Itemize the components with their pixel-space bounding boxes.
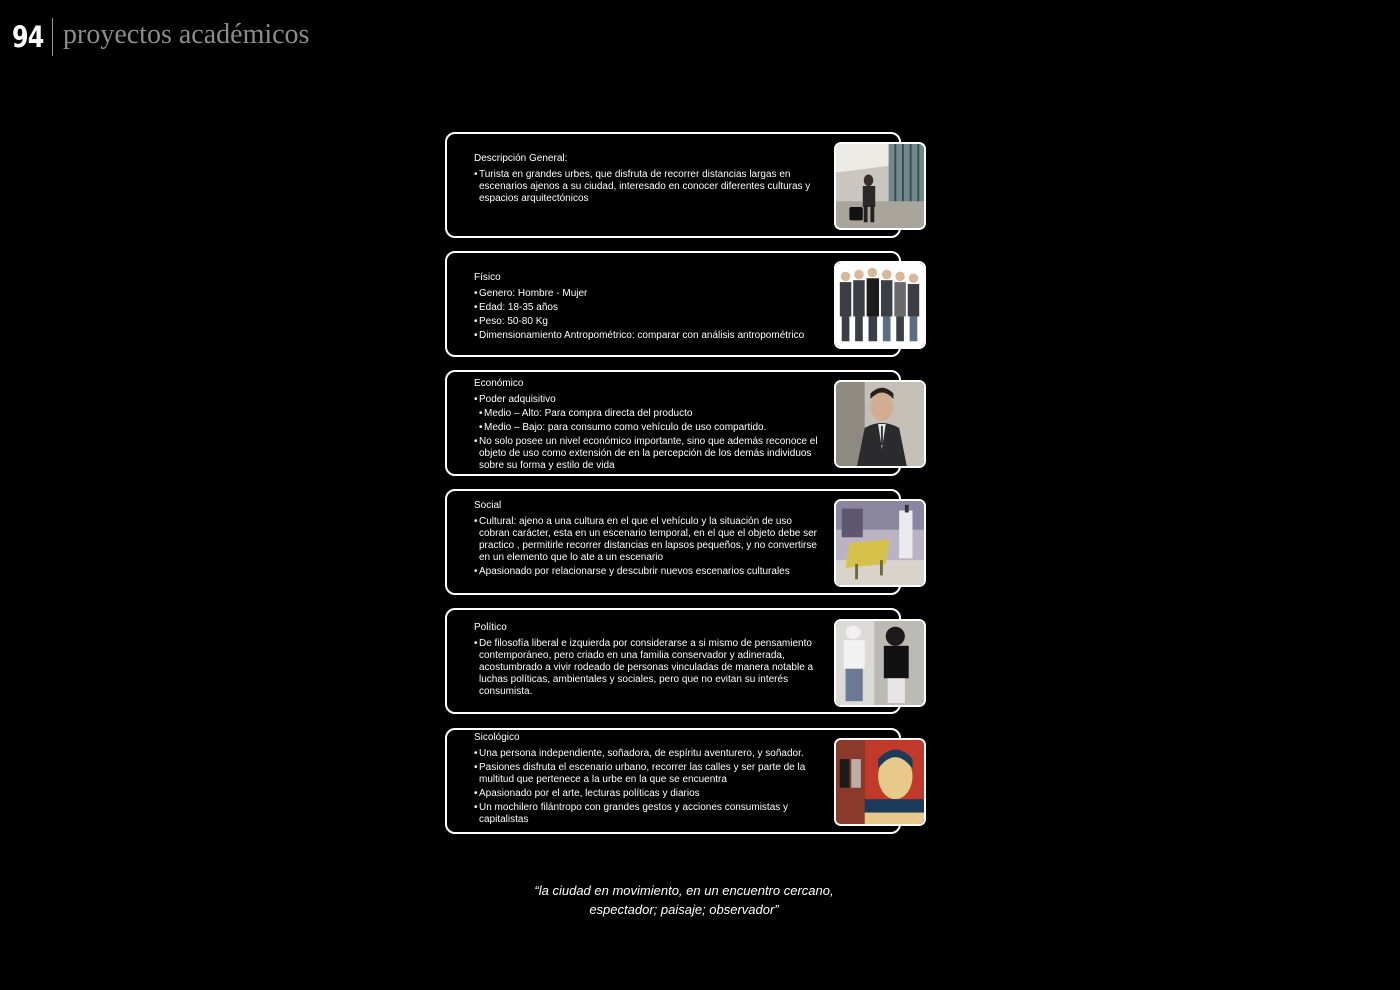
profile-card-general: [445, 132, 901, 238]
card-title: Descripción General:: [474, 153, 568, 164]
photo-man-in-suit: [834, 380, 926, 468]
list-item: • Genero: Hombre - Mujer: [474, 288, 824, 300]
card-title: Sicológico: [474, 732, 520, 743]
list-item: • Medio – Alto: Para compra directa del producto: [479, 408, 824, 420]
list-item: • Apasionado por relacionarse y descubrir nuevos escenarios culturales: [474, 566, 824, 578]
header-divider: [52, 18, 53, 56]
card-title: Físico: [474, 272, 501, 283]
photo-exhibition-space: [834, 499, 926, 587]
quote-line-2: espectador; paisaje; observador”: [589, 902, 779, 917]
list-item: • Poder adquisitivo: [474, 394, 824, 406]
section-title: proyectos académicos: [63, 19, 310, 50]
list-item: • Pasiones disfruta el escenario urbano, recorrer las calles y ser parte de la multitud que pertenece a la urbe en la que se encuentra: [474, 762, 826, 786]
list-item: • Edad: 18-35 años: [474, 302, 824, 314]
photo-airport-traveler: [834, 142, 926, 230]
card-title: Político: [474, 622, 507, 633]
card-list: [474, 394, 824, 472]
list-item: • Dimensionamiento Antropométrico: comparar con análisis antropométrico: [474, 330, 824, 342]
card-list: [474, 638, 824, 698]
page-number: 94: [12, 20, 44, 54]
quote-line-1: “la ciudad en movimiento, en un encuentro cercano,: [534, 883, 834, 898]
card-title: Social: [474, 500, 502, 511]
closing-quote: [434, 881, 934, 919]
list-item: • Una persona independiente, soñadora, de espíritu aventurero, y soñador.: [474, 748, 826, 760]
photo-group-of-people: [834, 261, 926, 349]
photo-poster-art: [834, 738, 926, 826]
profile-card-economic: [445, 370, 901, 476]
list-item: • Cultural: ajeno a una cultura en el que el vehículo y la situación de uso cobran carácter, esta en un escenario temporal, en el que el objeto debe ser practico , permitirle recorrer distancias en lapsos pequeños, y no convertirse en un elemento que lo ate a un escenario: [474, 516, 824, 564]
card-title: Económico: [474, 378, 524, 389]
profile-card-political: [445, 608, 901, 714]
list-item: • Apasionado por el arte, lecturas políticas y diarios: [474, 788, 826, 800]
profile-card-physical: [445, 251, 901, 357]
profile-card-psychological: [445, 728, 901, 834]
card-list: [474, 288, 824, 342]
list-item: • Medio – Bajo: para consumo como vehículo de uso compartido.: [479, 422, 824, 434]
list-item: • Turista en grandes urbes, que disfruta de recorrer distancias largas en escenarios ajenos a su ciudad, interesado en conocer diferentes culturas y espacios arquitectónicos: [474, 169, 824, 205]
card-list: [474, 516, 824, 578]
list-item: • De filosofía liberal e izquierda por considerarse a si mismo de pensamiento contemporáneo, pero criado en una familia conservador y adinerada, acostumbrado a vivir rodeado de personas vinculadas de manera notable a luchas políticas, ambientales y sociales, pero que no evitan su interés consumista.: [474, 638, 824, 698]
profile-card-social: [445, 489, 901, 595]
list-item: • No solo posee un nivel económico importante, sino que además reconoce el objeto de uso como extensión de en la percepción de los demás individuos sobre su forma y estilo de vida: [474, 436, 824, 472]
card-list: [474, 169, 824, 205]
list-item: • Peso: 50-80 Kg: [474, 316, 824, 328]
list-item: • Un mochilero filántropo con grandes gestos y acciones consumistas y capitalistas: [474, 802, 826, 826]
card-list: [474, 748, 826, 826]
photo-mannequins: [834, 619, 926, 707]
